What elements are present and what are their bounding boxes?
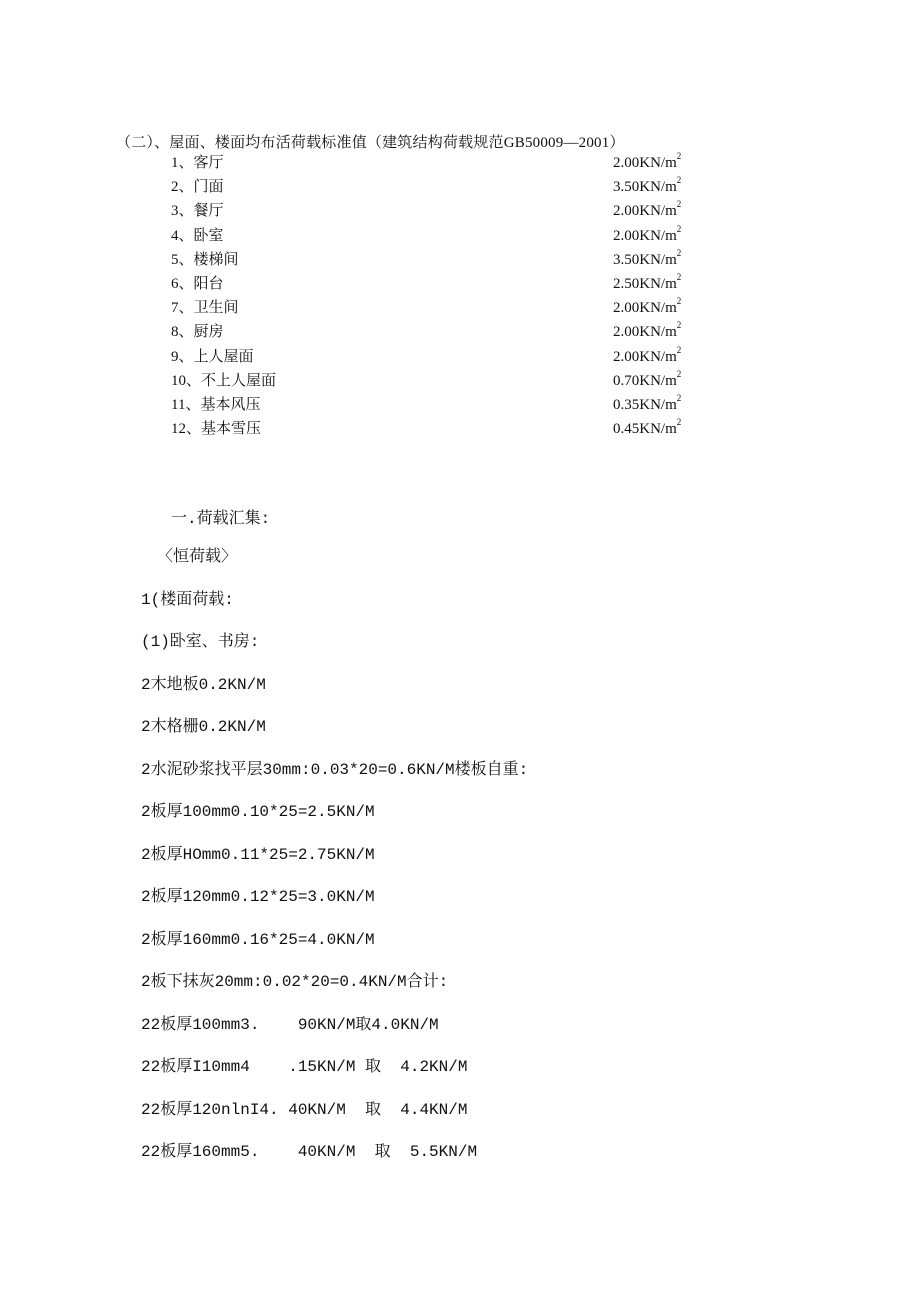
load-row [171,369,691,393]
calc-line: 2木地板0.2KN/M [141,676,266,694]
load-item-value: $2.00KN/m^2$ [613,344,682,365]
calc-line: 2板厚100mm0.10*25=2.5KN/M [141,803,375,821]
load-row [171,417,691,441]
calc-line: 22板厚100mm3. 90KN/M取4.0KN/M [141,1016,439,1034]
load-item-value: $2.00KN/m^2$ [613,320,682,341]
calc-line: 2水泥砂浆找平层30mm:0.03*20=0.6KN/M楼板自重: [141,761,529,779]
calc-line: 22板厚160mm5. 40KN/M 取 5.5KN/M [141,1143,478,1161]
load-row [171,175,691,199]
load-item-value: $2.00KN/m^2$ [613,296,682,317]
load-row [171,224,691,248]
load-row [171,320,691,344]
load-item-value: $2.00KN/m^2$ [613,199,682,220]
load-item-name: 11、基本风压 [171,396,261,413]
load-item-value: $2.50KN/m^2$ [613,271,682,292]
calc-line: 2板厚HOmm0.11*25=2.75KN/M [141,846,375,864]
load-row [171,272,691,296]
live-load-table [171,151,691,441]
load-item-value: $3.50KN/m^2$ [613,247,682,268]
subsection-title: 一.荷载汇集: [171,510,271,528]
load-item-value: $0.45KN/m^2$ [613,417,682,438]
load-row [171,393,691,417]
calc-line: 1(楼面荷载: [141,591,234,609]
calc-line: 22板厚I10mm4 .15KN/M 取 4.2KN/M [141,1058,468,1076]
load-row [171,151,691,175]
load-row [171,199,691,223]
load-item-name: 5、楼梯间 [171,251,239,268]
calc-line: 2板厚120mm0.12*25=3.0KN/M [141,888,375,906]
load-item-value: $3.50KN/m^2$ [613,175,682,196]
load-item-name: 10、不上人屋面 [171,372,277,389]
load-item-name: 6、阳台 [171,275,224,292]
load-row [171,345,691,369]
calc-line: 2板下抹灰20mm:0.02*20=0.4KN/M合计: [141,973,449,991]
load-item-name: 4、卧室 [171,227,224,244]
load-item-name: 3、餐厅 [171,203,224,220]
calc-line: 2木格栅0.2KN/M [141,718,266,736]
load-item-name: 12、基本雪压 [171,421,262,438]
load-item-name: 7、卫生间 [171,300,239,317]
load-item-name: 8、厨房 [171,324,224,341]
load-item-name: 1、客厅 [171,155,224,171]
calc-line: 22板厚120nlnI4. 40KN/M 取 4.4KN/M [141,1101,468,1119]
calc-line: 2板厚160mm0.16*25=4.0KN/M [141,931,375,949]
load-item-value: $2.00KN/m^2$ [613,151,682,171]
load-item-value: $0.70KN/m^2$ [613,368,682,389]
load-item-name: 9、上人屋面 [171,348,254,365]
load-row [171,296,691,320]
load-item-value: $0.35KN/m^2$ [613,392,682,413]
load-item-value: $2.00KN/m^2$ [613,223,682,244]
load-row [171,248,691,272]
load-item-name: 2、门面 [171,179,224,196]
dead-load-title: 〈恒荷载〉 [157,548,238,566]
calc-line: (1)卧室、书房: [141,633,260,651]
section-heading: （二）、屋面、楼面均布活荷载标准值（建筑结构荷载规范GB50009—2001） [116,135,625,151]
